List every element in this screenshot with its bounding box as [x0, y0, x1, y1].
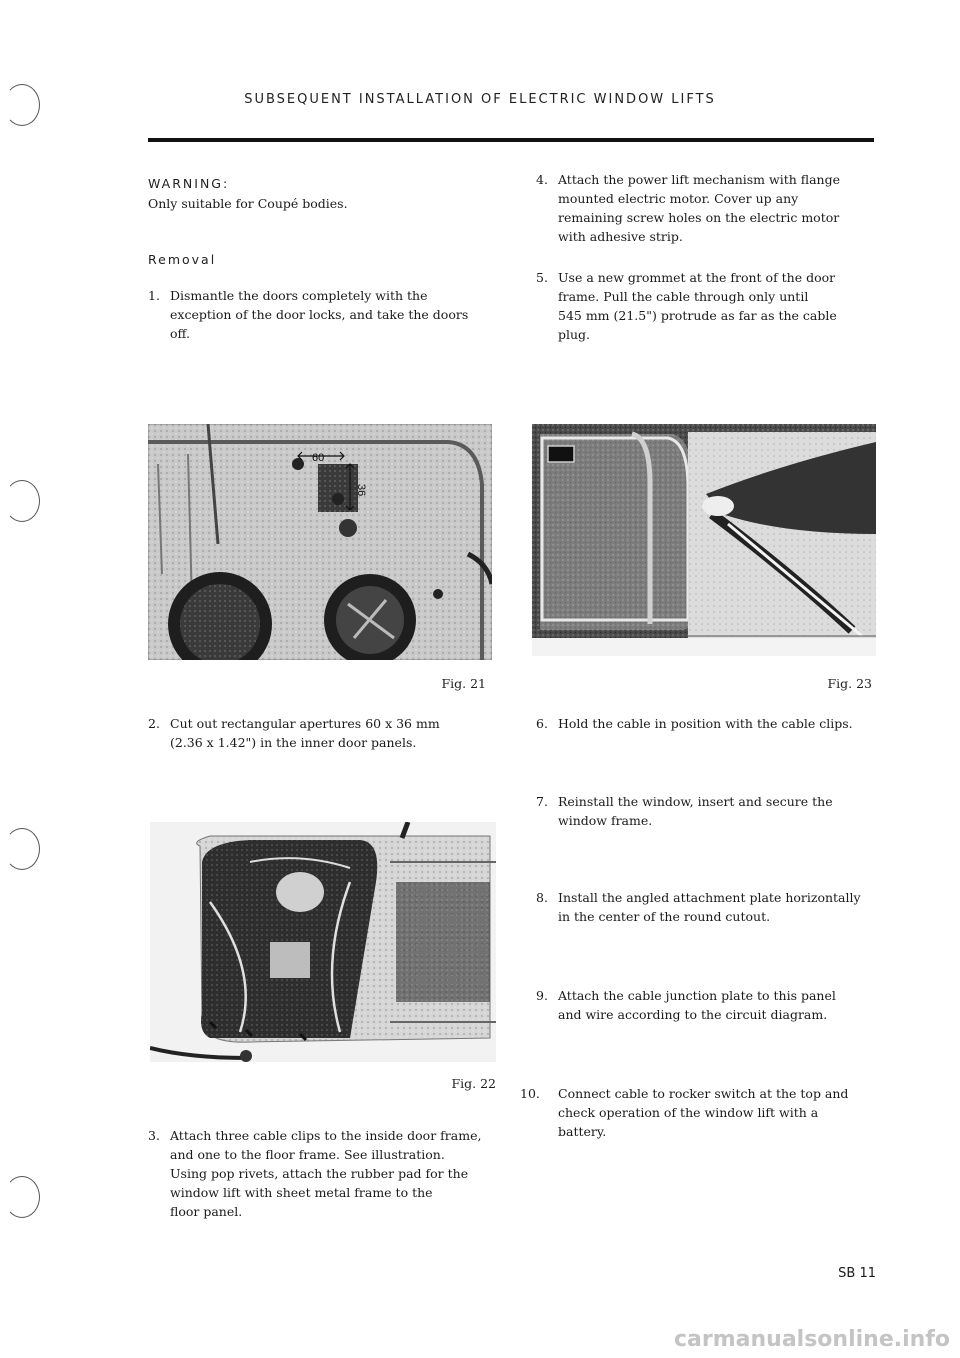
page-title: SUBSEQUENT INSTALLATION OF ELECTRIC WINDOW LIFTS [244, 92, 716, 107]
step-5 [536, 268, 886, 344]
step-line: in the center of the round cutout. [558, 909, 771, 924]
binder-hole [4, 1176, 40, 1218]
step-7 [536, 792, 886, 830]
step-8 [536, 888, 906, 926]
dimension-36-label: 36 [355, 484, 367, 497]
watermark: carmanualsonline.info [674, 1327, 950, 1352]
step-line: Use a new grommet at the front of the door [558, 270, 836, 285]
step-line: Using pop rivets, attach the rubber pad for the [170, 1166, 469, 1181]
step-text [558, 888, 861, 926]
step-line: off. [170, 326, 190, 341]
step-line: window frame. [558, 813, 653, 828]
step-line: exception of the door locks, and take the doors [170, 307, 469, 322]
step-line: Dismantle the doors completely with the [170, 288, 428, 303]
step-line: 545 mm (21.5") protrude as far as the cable [558, 308, 837, 323]
step-text [558, 714, 853, 733]
step-line: mounted electric motor. Cover up any [558, 191, 799, 206]
step-number: 1. [148, 288, 160, 303]
step-text [170, 714, 440, 752]
step-1 [148, 286, 508, 343]
step-line: Attach the power lift mechanism with flange [558, 172, 840, 187]
step-number: 10. [520, 1086, 540, 1101]
step-text [170, 286, 468, 343]
step-line: (2.36 x 1.42") in the inner door panels. [170, 735, 417, 750]
step-line: Connect cable to rocker switch at the top and [558, 1086, 849, 1101]
step-text [558, 268, 837, 344]
step-number: 4. [536, 172, 548, 187]
step-text [558, 792, 833, 830]
figure-22-photo [150, 822, 496, 1062]
figure-23-photo [532, 424, 876, 656]
step-text [558, 1084, 848, 1141]
step-line: and one to the floor frame. See illustration. [170, 1147, 445, 1162]
step-10 [520, 1084, 890, 1141]
step-9 [536, 986, 886, 1024]
figure-21-photo [148, 424, 492, 660]
step-6 [536, 714, 886, 733]
step-line: floor panel. [170, 1204, 243, 1219]
step-number: 6. [536, 716, 548, 731]
step-line: remaining screw holes on the electric motor [558, 210, 840, 225]
step-3 [148, 1126, 518, 1221]
step-line: Reinstall the window, insert and secure the [558, 794, 833, 809]
step-text [558, 170, 840, 246]
step-line: window lift with sheet metal frame to the [170, 1185, 433, 1200]
removal-heading: Removal [148, 252, 217, 267]
step-line: Install the angled attachment plate horizontally [558, 890, 861, 905]
step-line: check operation of the window lift with a [558, 1105, 819, 1120]
warning-text: Only suitable for Coupé bodies. [148, 196, 348, 211]
step-number: 2. [148, 716, 160, 731]
step-number: 7. [536, 794, 548, 809]
step-line: battery. [558, 1124, 607, 1139]
step-line: Hold the cable in position with the cable clips. [558, 716, 853, 731]
step-line: and wire according to the circuit diagram. [558, 1007, 828, 1022]
step-line: with adhesive strip. [558, 229, 683, 244]
header-rule [148, 138, 874, 142]
dimension-60-label: 60 [312, 452, 325, 464]
step-text [170, 1126, 481, 1221]
figure-21-label: Fig. 21 [441, 676, 486, 691]
step-line: frame. Pull the cable through only until [558, 289, 809, 304]
binder-hole [4, 480, 40, 522]
page-number: SB 11 [838, 1266, 876, 1281]
step-line: Attach three cable clips to the inside door frame, [170, 1128, 482, 1143]
step-4 [536, 170, 886, 246]
step-line: Cut out rectangular apertures 60 x 36 mm [170, 716, 440, 731]
figure-22-label: Fig. 22 [451, 1076, 496, 1091]
binder-hole [4, 828, 40, 870]
step-line: plug. [558, 327, 591, 342]
step-number: 8. [536, 890, 548, 905]
step-text [558, 986, 836, 1024]
step-2 [148, 714, 508, 752]
step-line: Attach the cable junction plate to this panel [558, 988, 836, 1003]
step-number: 5. [536, 270, 548, 285]
figure-23-label: Fig. 23 [827, 676, 872, 691]
step-number: 9. [536, 988, 548, 1003]
step-number: 3. [148, 1128, 160, 1143]
warning-heading: WARNING: [148, 176, 230, 191]
